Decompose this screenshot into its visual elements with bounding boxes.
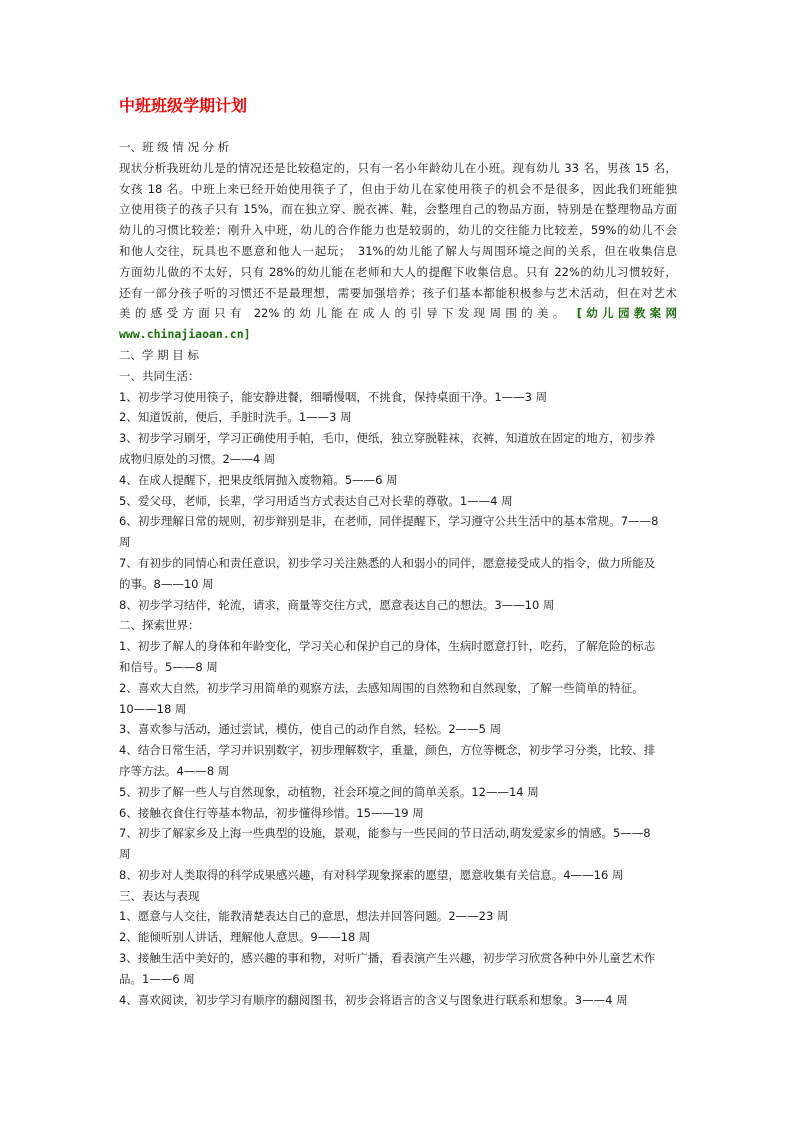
subsection-heading-explore-world: 二、探索世界：: [119, 618, 200, 633]
list-item: 6、初步理解日常的规则，初步辩别是非，在老师，同伴提醒下，学习遵守公共生活中的基本常规。7——8: [119, 514, 659, 529]
section-heading-class-analysis: 一、班 级 情 况 分 析: [119, 140, 230, 154]
paragraph-line: 和他人交往，玩具也不愿意和他人一起玩； 31%的幼儿能了解人与周围环境之间的关系，但在收集信息: [119, 243, 677, 258]
paragraph-line: 女孩 18 名。中班上来已经开始使用筷子了，但由于幼儿在家使用筷子的机会不是很多，因此我们班能独: [119, 181, 677, 196]
paragraph-line: 现状分析我班幼儿是的情况还是比较稳定的，只有一名小年龄幼儿在小班。现有幼儿 33 名，男孩 15 名，: [119, 160, 677, 175]
paragraph-text: 美的感受方面只有 22%的幼儿能在成人的引导下发现周围的美。: [119, 306, 569, 321]
list-item: 2、能倾听别人讲话，理解他人意思。9——18 周: [119, 930, 371, 945]
paragraph-line: 方面幼儿做的不太好，只有 28%的幼儿能在老师和大人的提醒下收集信息。只有 22%的幼儿习惯较好，: [119, 264, 677, 279]
list-item: 2、知道饭前，便后，手脏时洗手。1——3 周: [119, 410, 352, 425]
list-item: 8、初步对人类取得的科学成果感兴趣，有对科学现象探索的愿望，愿意收集有关信息。4——16 周: [119, 867, 624, 882]
list-item-continued: 周: [119, 535, 131, 550]
list-item: 6、接触衣食住行等基本物品，初步懂得珍惜。15——19 周: [119, 805, 424, 820]
list-item: 4、结合日常生活，学习并识别数字，初步理解数字，重量，颜色，方位等概念，初步学习分类，比较、排: [119, 743, 656, 758]
paragraph-line: 幼儿的习惯比较差；刚升入中班，幼儿的合作能力也是较弱的，幼儿的交往能力比较差，59%的幼儿不会: [119, 223, 677, 238]
list-item: 3、接触生活中美好的，感兴趣的事和物，对听广播，看表演产生兴趣，初步学习欣赏各种中外儿童艺术作: [119, 951, 656, 966]
list-item-continued: 成物归原处的习惯。2——4 周: [119, 451, 276, 466]
list-item: 1、初步学习使用筷子，能安静进餐，细嚼慢咽，不挑食，保持桌面干净。1——3 周: [119, 389, 548, 404]
list-item: 7、初步了解家乡及上海一些典型的设施，景观，能参与一些民间的节日活动,萌发爱家乡的情感。5——8: [119, 826, 651, 841]
source-url-link[interactable]: www.chinajiaoan.cn]: [119, 327, 251, 342]
list-item-continued: 10——18 周: [119, 701, 187, 716]
list-item: 8、初步学习结伴，轮流，请求，商量等交往方式，愿意表达自己的想法。3——10 周: [119, 597, 555, 612]
list-item: 2、喜欢大自然，初步学习用简单的观察方法，去感知周围的自然物和自然现象，了解一些简单的特征。: [119, 680, 644, 695]
list-item: 4、在成人提醒下，把果皮纸屑抛入废物箱。5——6 周: [119, 472, 398, 487]
list-item: 1、愿意与人交往，能教清楚表达自己的意思，想法并回答问题。2——23 周: [119, 909, 509, 924]
list-item-continued: 周: [119, 847, 131, 862]
list-item: 4、喜欢阅读，初步学习有顺序的翻阅图书，初步会将语言的含义与图象进行联系和想象。3——4 周: [119, 992, 628, 1007]
document-title: 中班班级学期计划: [119, 96, 248, 115]
list-item-continued: 和信号。5——8 周: [119, 659, 218, 674]
paragraph-line: 立使用筷子的孩子只有 15%，而在独立穿、脱衣裤、鞋，会整理自己的物品方面，特别是在整理物品方面: [119, 202, 677, 217]
list-item-continued: 的事。8——10 周: [119, 576, 214, 591]
document-page: [119, 94, 677, 1010]
list-item: 5、初步了解一些人与自然现象，动植物，社会环境之间的简单关系。12——14 周: [119, 784, 539, 799]
list-item: 3、喜欢参与活动，通过尝试，模仿，使自己的动作自然，轻松。2——5 周: [119, 722, 502, 737]
list-item: 7、有初步的同情心和责任意识，初步学习关注熟悉的人和弱小的同伴，愿意接受成人的指令，做力所能及: [119, 555, 656, 570]
list-item-continued: 品。1——6 周: [119, 971, 195, 986]
paragraph-line: 还有一部分孩子听的习惯还不是最理想，需要加强培养；孩子们基本都能积极参与艺术活动，但在对艺术: [119, 285, 677, 300]
list-item-continued: 序等方法。4——8 周: [119, 763, 230, 778]
subsection-heading-common-life: 一、共同生活：: [119, 368, 200, 383]
list-item: 3、初步学习刷牙，学习正确使用手帕，毛巾，便纸，独立穿脱鞋袜，衣裤，知道放在固定的地方，初步养: [119, 431, 656, 446]
subsection-heading-expression: 三、表达与表现: [119, 888, 200, 903]
list-item: 5、爱父母，老师，长辈，学习用适当方式表达自己对长辈的尊敬。1——4 周: [119, 493, 513, 508]
section-heading-term-goals: 二、学 期 目 标: [119, 347, 199, 362]
list-item: 1、初步了解人的身体和年龄变化，学习关心和保护自己的身体，生病时愿意打针，吃药，了解危险的标志: [119, 639, 656, 654]
source-label: [幼儿园教案网: [576, 306, 677, 321]
paragraph-line-with-source: [119, 303, 677, 324]
